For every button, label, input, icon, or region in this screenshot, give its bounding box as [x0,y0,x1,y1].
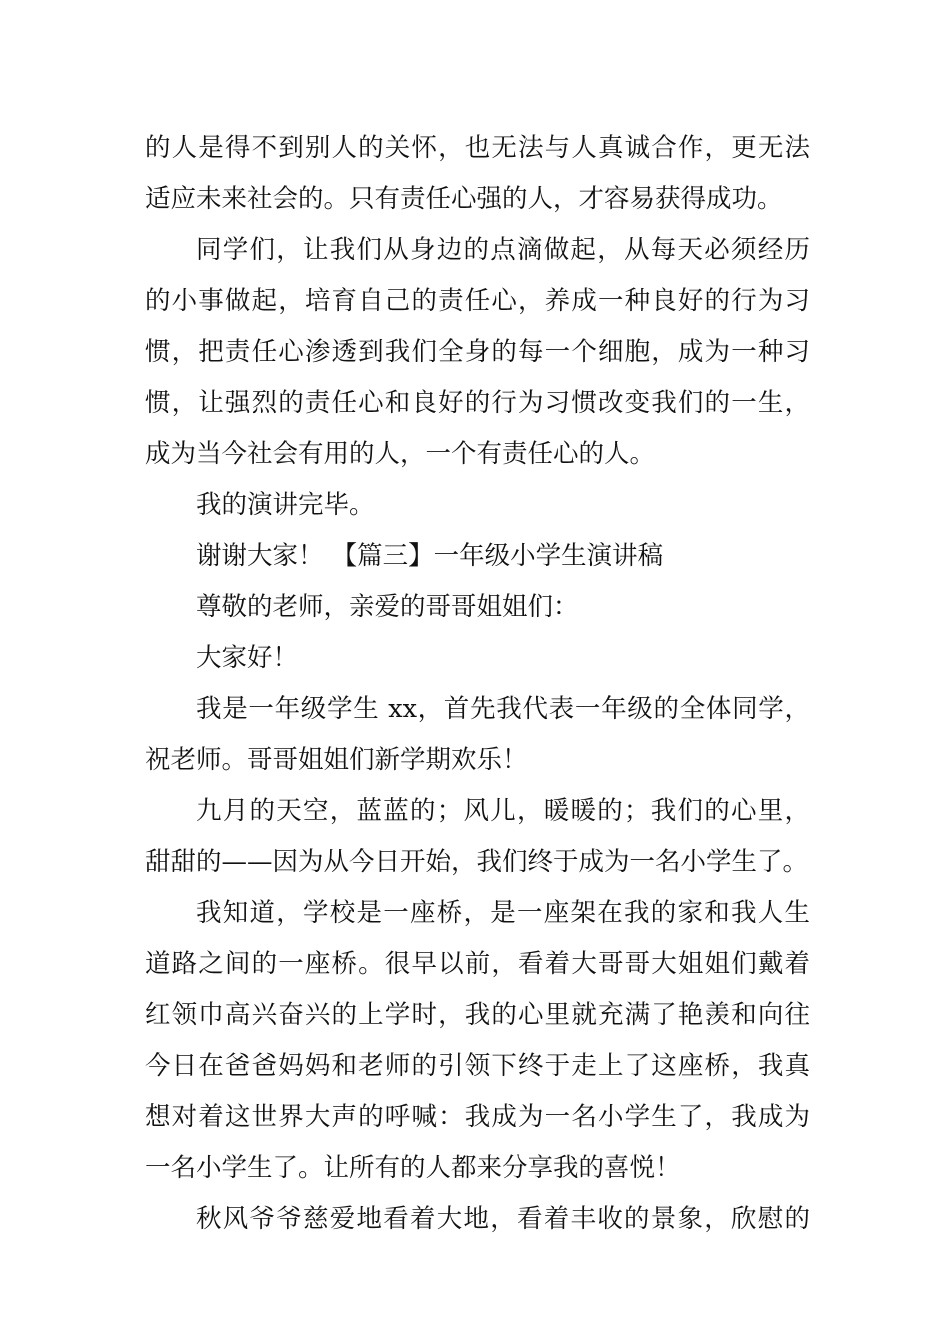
text-line-20: 想对着这世界大声的呼喊：我成为一名小学生了，我成为 [145,1102,810,1132]
text-line-10: 尊敬的老师，亲爱的哥哥姐姐们： [196,592,579,622]
document-body [145,123,810,1245]
text-line-1: 的人是得不到别人的关怀，也无法与人真诚合作，更无法 [145,133,810,163]
text-line-18: 红领巾高兴奋兴的上学时，我的心里就充满了艳羡和向往 [145,1000,810,1030]
text-line-11: 大家好！ [196,643,299,673]
text-line-15: 甜甜的——因为从今日开始，我们终于成为一名小学生了。 [145,847,809,877]
text-line-22: 秋风爷爷慈爱地看着大地，看着丰收的景象，欣慰的 [196,1204,810,1234]
text-line-2: 适应未来社会的。只有责任心强的人，才容易获得成功。 [145,184,783,214]
text-line-3: 同学们，让我们从身边的点滴做起，从每天必须经历 [196,235,810,265]
text-line-8: 我的演讲完毕。 [196,490,375,520]
text-line-16: 我知道，学校是一座桥，是一座架在我的家和我人生 [196,898,810,928]
text-line-4: 的小事做起，培育自己的责任心，养成一种良好的行为习 [145,286,810,316]
text-line-9: 谢谢大家！ 【篇三】一年级小学生演讲稿 [196,541,664,571]
text-line-6: 惯，让强烈的责任心和良好的行为习惯改变我们的一生， [145,388,810,418]
text-line-17: 道路之间的一座桥。很早以前，看着大哥哥大姐姐们戴着 [145,949,810,979]
text-line-14: 九月的天空，蓝蓝的；风儿，暖暖的；我们的心里， [196,796,810,826]
text-line-21: 一名小学生了。让所有的人都来分享我的喜悦！ [145,1153,681,1183]
text-line-7: 成为当今社会有用的人，一个有责任心的人。 [145,439,656,469]
text-line-5: 惯，把责任心渗透到我们全身的每一个细胞，成为一种习 [145,337,810,367]
text-line-12: 我是一年级学生 xx，首先我代表一年级的全体同学， [196,694,810,724]
text-line-19: 今日在爸爸妈妈和老师的引领下终于走上了这座桥，我真 [145,1051,810,1081]
text-line-13: 祝老师。哥哥姐姐们新学期欢乐！ [145,745,528,775]
